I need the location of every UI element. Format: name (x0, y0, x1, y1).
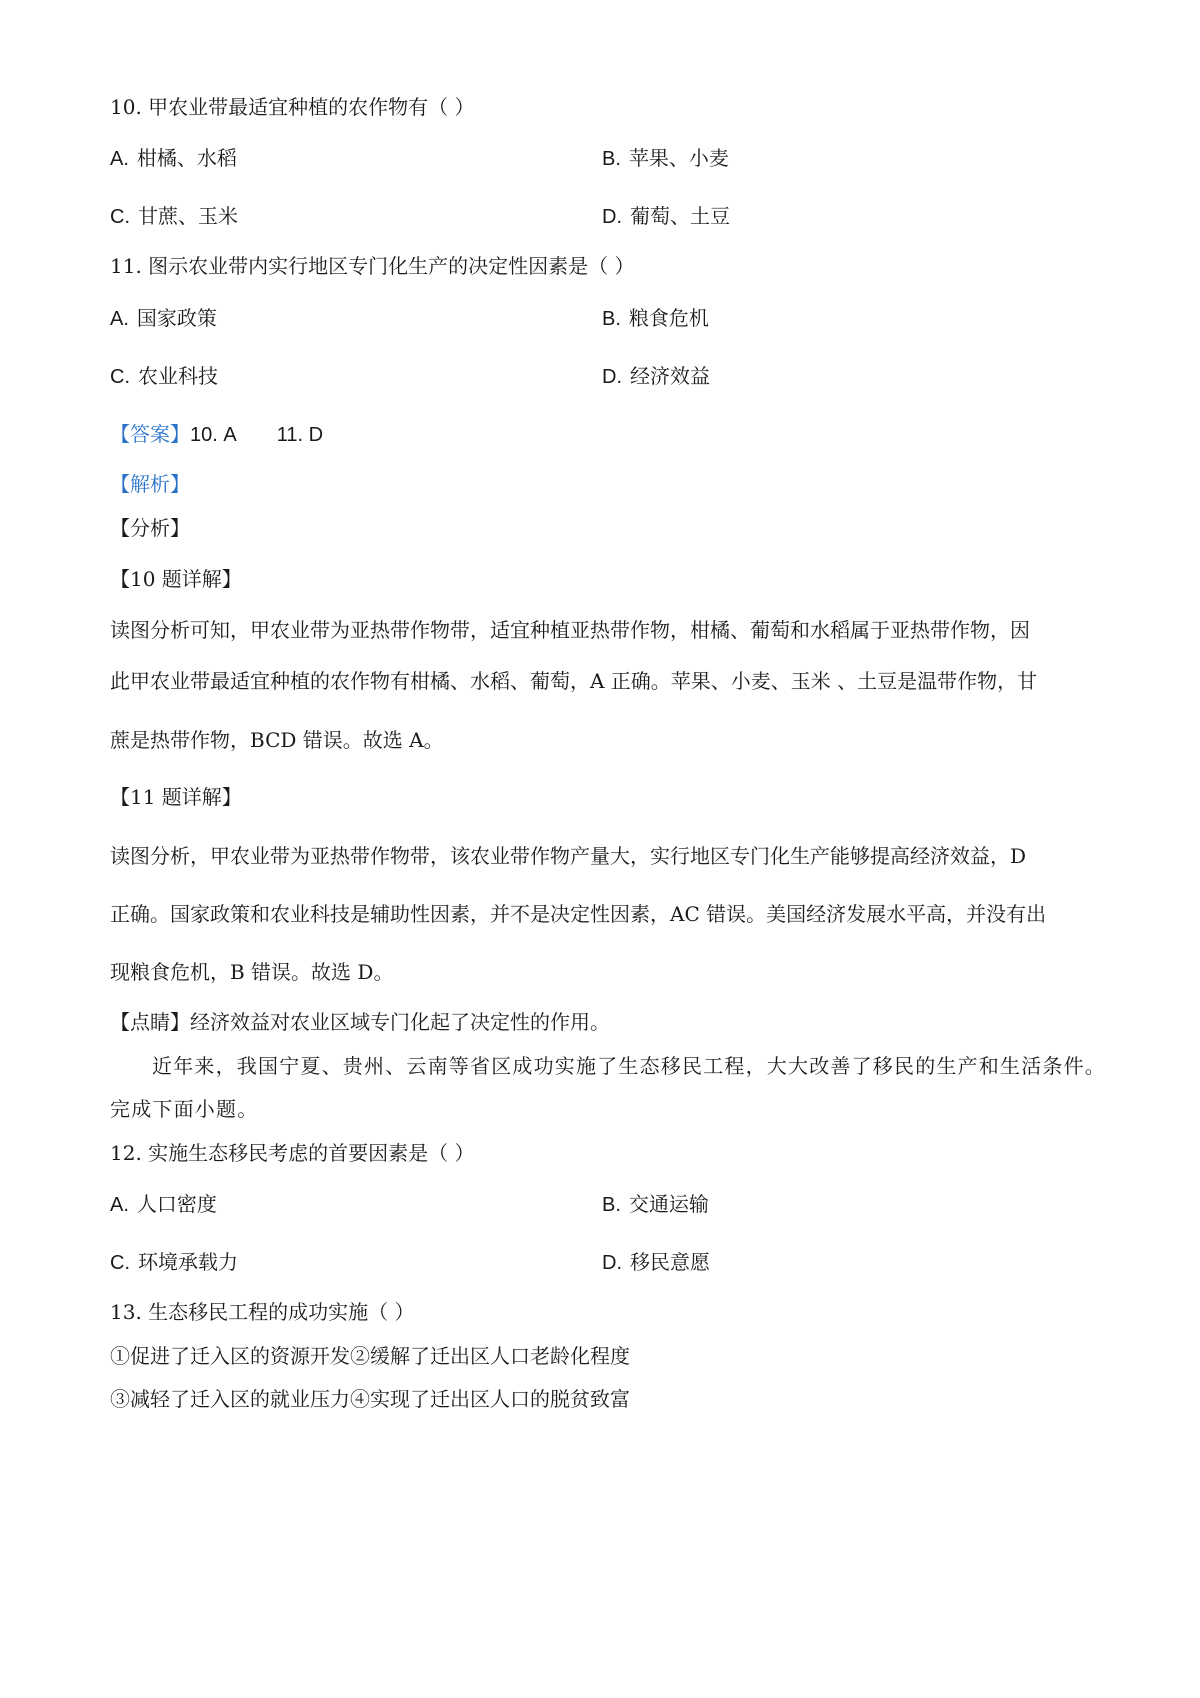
answer-label: 【答案】 (110, 422, 190, 446)
detail-11-line-2: 正确。国家政策和农业科技是辅助性因素，并不是决定性因素，AC 错误。美国经济发展水平高，并没有出 (110, 902, 1047, 926)
answer-line (110, 420, 323, 449)
detail-10-line-1: 读图分析可知，甲农业带为亚热带作物带，适宜种植亚热带作物，柑橘、葡萄和水稻属于亚热带作物，因 (110, 618, 1030, 642)
detail-11-title: 【11 题详解】 (110, 785, 242, 809)
q11-option-a: A. 国家政策 (110, 306, 217, 330)
q12-option-a: A. 人口密度 (110, 1192, 217, 1216)
detail-10-line-2: 此甲农业带最适宜种植的农作物有柑橘、水稻、葡萄，A 正确。苹果、小麦、玉米 、土豆是温带作物，甘 (110, 669, 1038, 693)
q12-option-d: D. 移民意愿 (602, 1250, 710, 1274)
q10-option-c: C. 甘蔗、玉米 (110, 204, 238, 228)
question-11-stem: 11. 图示农业带内实行地区专门化生产的决定性因素是（ ） (110, 254, 635, 278)
q13-statement-2: ③减轻了迁入区的就业压力④实现了迁出区人口的脱贫致富 (110, 1387, 630, 1411)
q11-option-d: D. 经济效益 (602, 364, 710, 388)
q13-statement-1: ①促进了迁入区的资源开发②缓解了迁出区人口老龄化程度 (110, 1344, 630, 1368)
q11-option-c: C. 农业科技 (110, 364, 218, 388)
question-12-stem: 12. 实施生态移民考虑的首要因素是（ ） (110, 1141, 475, 1165)
q10-option-a: A. 柑橘、水稻 (110, 146, 237, 170)
detail-11-line-3: 现粮食危机，B 错误。故选 D。 (110, 960, 394, 984)
q12-option-c: C. 环境承载力 (110, 1250, 238, 1274)
q10-option-d: D. 葡萄、土豆 (602, 204, 730, 228)
question-10-stem: 10. 甲农业带最适宜种植的农作物有（ ） (110, 95, 475, 119)
question-13-stem: 13. 生态移民工程的成功实施（ ） (110, 1300, 415, 1324)
detail-10-line-3: 蔗是热带作物，BCD 错误。故选 A。 (110, 728, 444, 752)
detail-11-line-1: 读图分析，甲农业带为亚热带作物带，该农业带作物产量大，实行地区专门化生产能够提高经济效益，D (110, 844, 1027, 868)
detail-10-title: 【10 题详解】 (110, 567, 242, 591)
answer-11: 11. D (276, 424, 324, 446)
passage-line-2: 完成下面小题。 (110, 1097, 259, 1121)
q11-option-b: B. 粮食危机 (602, 306, 709, 330)
q12-option-b: B. 交通运输 (602, 1192, 709, 1216)
dianjing-note: 【点睛】经济效益对农业区域专门化起了决定性的作用。 (110, 1010, 610, 1034)
fenxi-label: 【分析】 (110, 516, 190, 540)
passage-line-1: 近年来，我国宁夏、贵州、云南等省区成功实施了生态移民工程，大大改善了移民的生产和生活条件。 (152, 1054, 1106, 1078)
q10-option-b: B. 苹果、小麦 (602, 146, 729, 170)
answer-10: 10. A (190, 424, 237, 446)
analysis-label: 【解析】 (110, 472, 190, 496)
